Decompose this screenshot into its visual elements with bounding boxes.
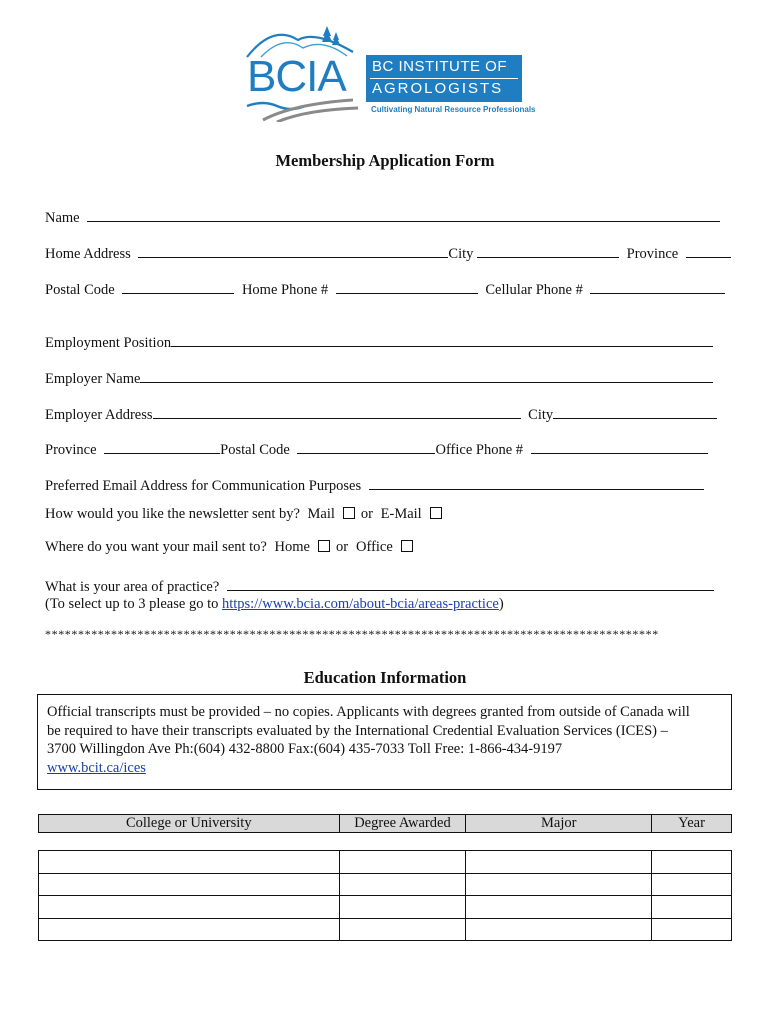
- college-cell[interactable]: [39, 919, 340, 941]
- home-address-label: Home Address: [45, 246, 131, 262]
- col-college-or-university: College or University: [39, 815, 340, 833]
- newsletter-mail-checkbox[interactable]: [343, 507, 355, 519]
- employer-address-input[interactable]: [153, 405, 521, 419]
- name-label: Name: [45, 210, 80, 226]
- logo-name-divider: [370, 78, 518, 79]
- col-year: Year: [652, 815, 732, 833]
- notice-line-3: 3700 Willingdon Ave Ph:(604) 432-8800 Fax:(604) 435-7033 Toll Free: 1-866-434-9197: [47, 741, 563, 757]
- year-cell[interactable]: [652, 896, 732, 919]
- newsletter-email-checkbox[interactable]: [430, 507, 442, 519]
- preferred-email-label: Preferred Email Address for Communication Purposes: [45, 478, 362, 494]
- college-cell[interactable]: [39, 896, 340, 919]
- employment-position-row: [45, 333, 713, 352]
- city-input[interactable]: [477, 244, 619, 258]
- home-address-row: [45, 244, 731, 263]
- mail-to-row: [45, 539, 419, 556]
- postal-code-label: Postal Code: [45, 282, 115, 298]
- degree-cell[interactable]: [339, 874, 466, 896]
- province-label: Province: [626, 246, 679, 262]
- office-phone-input[interactable]: [531, 440, 708, 454]
- preferred-email-input[interactable]: [369, 476, 704, 490]
- logo-name-line1: BC INSTITUTE OF: [372, 58, 507, 75]
- table-row: [39, 919, 732, 941]
- employer-postal-code-label: Postal Code: [220, 442, 290, 458]
- education-header-row: [39, 815, 732, 833]
- logo-name-box: [366, 55, 522, 102]
- mail-to-or: or: [335, 539, 349, 555]
- major-cell[interactable]: [466, 896, 652, 919]
- col-major: Major: [466, 815, 652, 833]
- employer-postal-code-input[interactable]: [297, 440, 435, 454]
- ices-link[interactable]: www.bcit.ca/ices: [47, 759, 146, 776]
- email-row: [45, 476, 704, 495]
- employer-province-input[interactable]: [104, 440, 220, 454]
- col-degree-awarded: Degree Awarded: [339, 815, 466, 833]
- practice-note-suffix: ): [498, 596, 504, 612]
- home-phone-input[interactable]: [336, 280, 478, 294]
- office-phone-label: Office Phone #: [435, 442, 524, 458]
- table-row: [39, 874, 732, 896]
- practice-note-prefix: (To select up to 3 please go to: [45, 596, 222, 612]
- college-cell[interactable]: [39, 874, 340, 896]
- employer-address-row: [45, 405, 717, 424]
- employer-city-label: City: [528, 407, 554, 423]
- notice-line-2: be required to have their transcripts evaluated by the International Credential Evaluation Services (ICES) –: [47, 722, 668, 739]
- employment-position-label: Employment Position: [45, 335, 172, 351]
- mail-to-question: Where do you want your mail sent to?: [45, 539, 267, 555]
- newsletter-email-label: E-Mail: [380, 506, 422, 522]
- phone-row: [45, 280, 725, 299]
- province-input[interactable]: [686, 244, 731, 258]
- education-header-table: [38, 814, 732, 833]
- education-heading: Education Information: [303, 668, 467, 687]
- year-cell[interactable]: [652, 851, 732, 874]
- college-cell[interactable]: [39, 851, 340, 874]
- home-phone-label: Home Phone #: [241, 282, 329, 298]
- logo-tagline: Cultivating Natural Resource Professionals: [371, 105, 536, 114]
- education-entries-table: [38, 850, 732, 941]
- bcia-logo: [243, 12, 536, 130]
- newsletter-row: [45, 506, 448, 523]
- education-notice: [37, 694, 732, 790]
- postal-code-input[interactable]: [122, 280, 234, 294]
- cellular-phone-label: Cellular Phone #: [485, 282, 583, 298]
- employer-address-label: Employer Address: [45, 407, 153, 423]
- major-cell[interactable]: [466, 874, 652, 896]
- employer-name-row: [45, 369, 713, 388]
- degree-cell[interactable]: [339, 896, 466, 919]
- major-cell[interactable]: [466, 851, 652, 874]
- year-cell[interactable]: [652, 919, 732, 941]
- newsletter-or: or: [360, 506, 374, 522]
- major-cell[interactable]: [466, 919, 652, 941]
- name-input[interactable]: [87, 208, 720, 222]
- practice-note: [45, 596, 504, 613]
- mail-to-office-checkbox[interactable]: [401, 540, 413, 552]
- form-title: Membership Application Form: [275, 151, 495, 170]
- practice-link[interactable]: https://www.bcia.com/about-bcia/areas-practice: [221, 596, 499, 612]
- employer-province-label: Province: [45, 442, 97, 458]
- home-address-input[interactable]: [138, 244, 448, 258]
- employer-name-input[interactable]: [140, 369, 713, 383]
- logo-acronym: BCIA: [247, 52, 346, 101]
- logo-name-line2: AGROLOGISTS: [372, 80, 504, 97]
- employer-city-input[interactable]: [553, 405, 717, 419]
- notice-line-1: Official transcripts must be provided – no copies. Applicants with degrees granted from outside of Canada will: [47, 704, 690, 720]
- newsletter-mail-label: Mail: [307, 506, 335, 522]
- practice-row: [45, 577, 714, 596]
- mail-to-home-checkbox[interactable]: [318, 540, 330, 552]
- practice-question: What is your area of practice?: [45, 579, 220, 595]
- practice-input[interactable]: [227, 577, 714, 591]
- employment-position-input[interactable]: [171, 333, 713, 347]
- newsletter-question: How would you like the newsletter sent by?: [45, 506, 300, 522]
- degree-cell[interactable]: [339, 919, 466, 941]
- employer-province-row: [45, 440, 708, 459]
- year-cell[interactable]: [652, 874, 732, 896]
- mail-to-office-label: Office: [356, 539, 393, 555]
- cellular-phone-input[interactable]: [590, 280, 725, 294]
- table-row: [39, 851, 732, 874]
- degree-cell[interactable]: [339, 851, 466, 874]
- mail-to-home-label: Home: [274, 539, 310, 555]
- table-row: [39, 896, 732, 919]
- employer-name-label: Employer Name: [45, 371, 141, 387]
- city-label: City: [448, 246, 474, 262]
- name-row: [45, 208, 720, 227]
- section-separator: *********************************************************************************************: [45, 627, 659, 641]
